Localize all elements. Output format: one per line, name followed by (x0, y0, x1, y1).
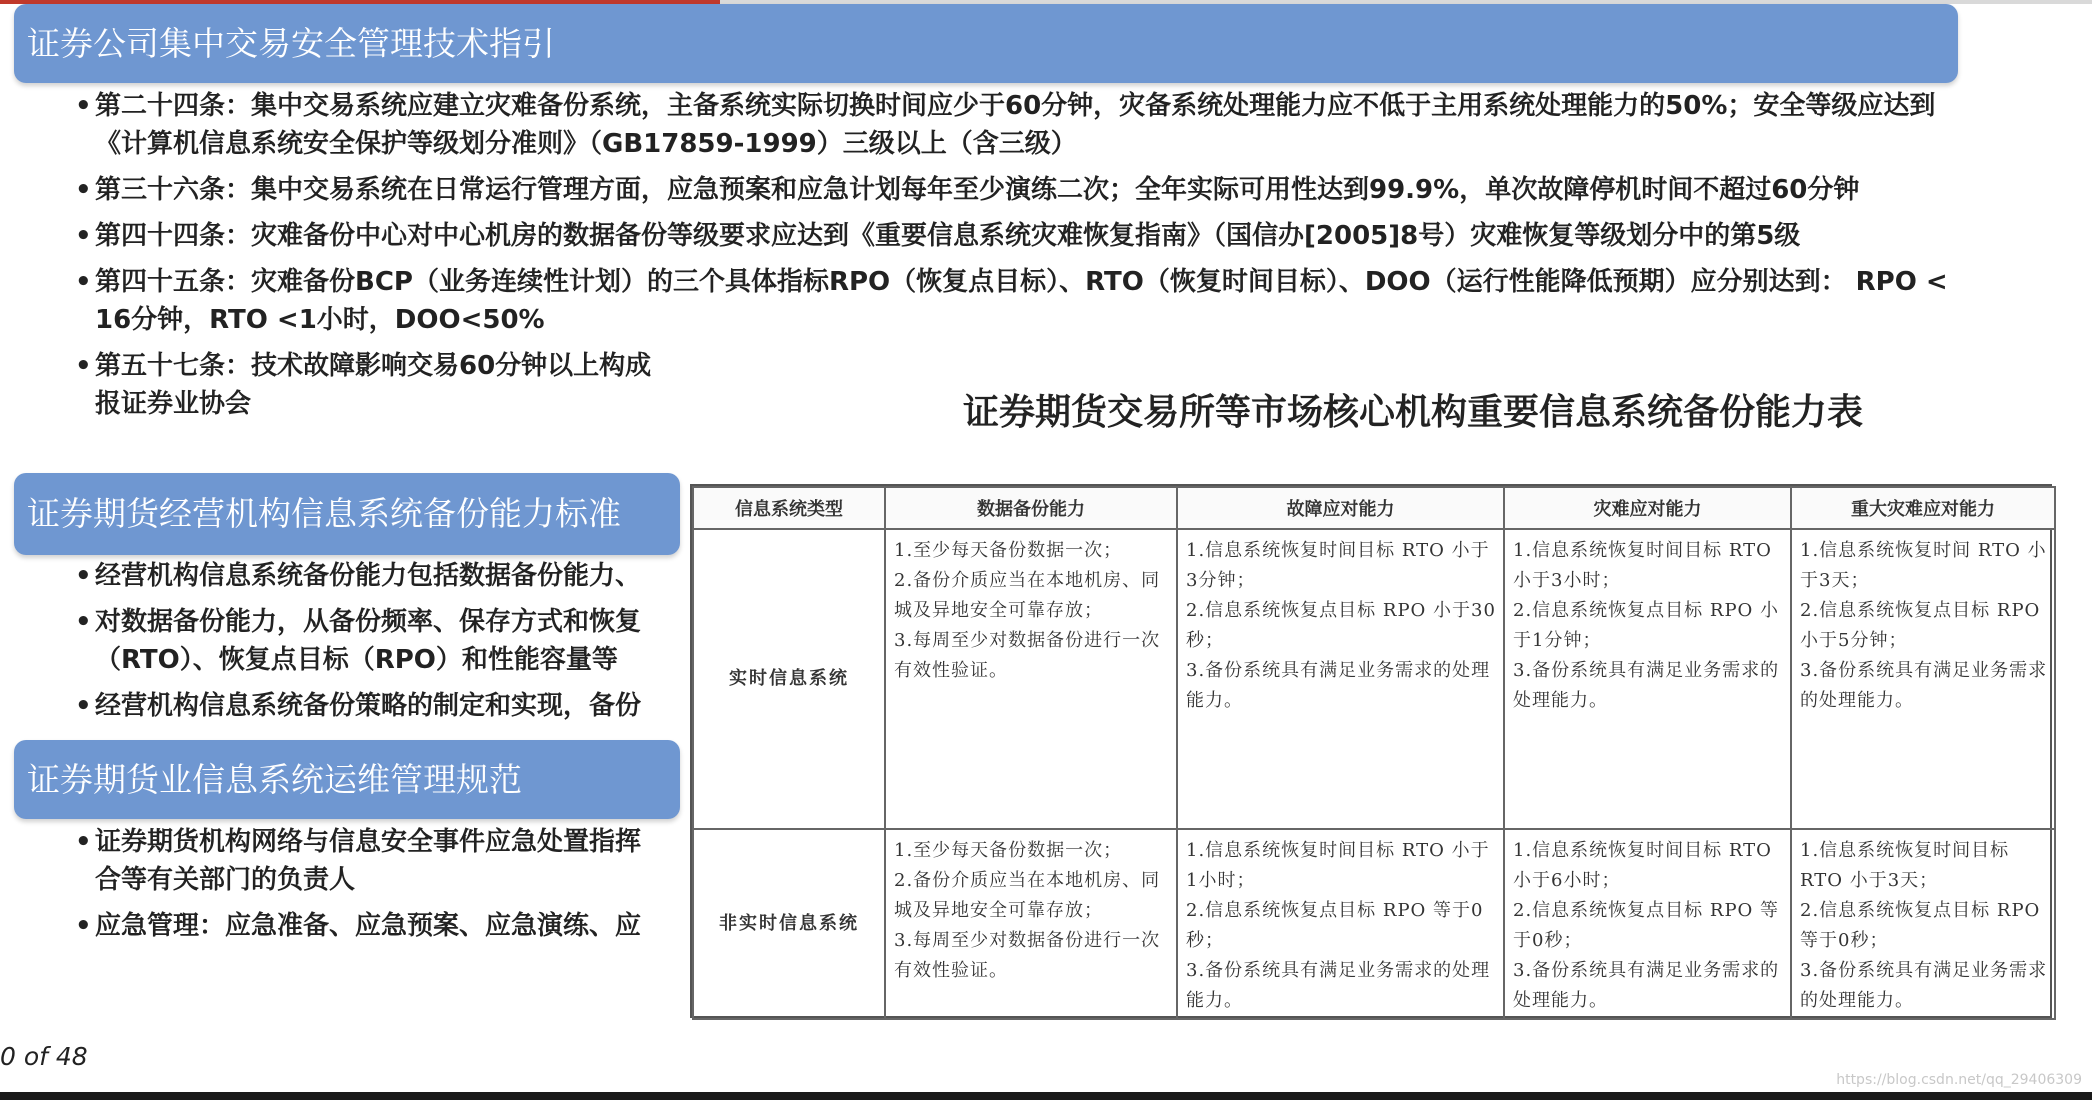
cell-line: 1.信息系统恢复时间目标 RTO 小于3天； (1800, 840, 2010, 891)
watermark-url: https://blog.csdn.net/qq_29406309 (1836, 1072, 2082, 1088)
cell-line: 1.信息系统恢复时间目标 RTO 小于1小时； (1186, 840, 1490, 891)
bullet-emergency-command-line2: 合等有关部门的负责人 (95, 865, 356, 895)
cell-line: 2.信息系统恢复点目标 RPO 小于1分钟； (1513, 600, 1780, 651)
bullet-emergency-command-line1: • 证券期货机构网络与信息安全事件应急处置指挥 (95, 827, 642, 857)
header-major-disaster-response: 重大灾难应对能力 (1791, 487, 2055, 529)
cell-line: 3.每周至少对数据备份进行一次有效性验证。 (894, 930, 1161, 981)
bullet-backup-strategy: • 经营机构信息系统备份策略的制定和实现，备份 (75, 687, 681, 725)
cell-line: 2.备份介质应当在本地机房、同城及异地安全可靠存放； (894, 570, 1161, 621)
header-data-backup: 数据备份能力 (885, 487, 1177, 529)
table-row (693, 829, 2055, 1019)
bullet-article-44: • 第四十四条：灾难备份中心对中心机房的数据备份等级要求应达到《重要信息系统灾难恢复指南》（国信办[2005]8号）灾难恢复等级划分中的第5级 (75, 217, 1955, 255)
bullet-article-24: • 第二十四条：集中交易系统应建立灾难备份系统，主备系统实际切换时间应少于60分钟，灾备系统处理能力应不低于主用系统处理能力的50%；安全等级应达到《计算机信息系统安全保护等级划分准则》（GB17859-1999）三级以上（含三级） (75, 87, 1955, 163)
cell-disaster (1504, 829, 1791, 1019)
cell-line: 3.备份系统具有满足业务需求的处理能力。 (1186, 960, 1491, 1011)
cell-line: 1.至少每天备份数据一次； (894, 540, 1123, 561)
bottom-bar (0, 1092, 2092, 1100)
cell-line: 1.信息系统恢复时间目标 RTO 小于3分钟； (1186, 540, 1490, 591)
cell-data-backup (885, 529, 1177, 829)
cell-line: 2.信息系统恢复点目标 RPO 等于0秒； (1513, 900, 1780, 951)
section-2-bullet-list (75, 557, 681, 733)
row-type-realtime: 实时信息系统 (693, 529, 885, 829)
cell-line: 3.备份系统具有满足业务需求的处理能力。 (1800, 660, 2048, 711)
page-indicator: 0 of 48 (0, 1042, 88, 1071)
cell-line: 2.信息系统恢复点目标 RPO 小于5分钟； (1800, 600, 2041, 651)
cell-major-disaster (1791, 829, 2055, 1019)
bullet-article-57-line1: • 第五十七条：技术故障影响交易60分钟以上构成 (95, 351, 652, 381)
cell-line: 2.信息系统恢复点目标 RPO 等于0秒； (1186, 900, 1484, 951)
bullet-data-backup-line2: （RTO）、恢复点目标（RPO）和性能容量等 (95, 645, 618, 675)
cell-line: 3.每周至少对数据备份进行一次有效性验证。 (894, 630, 1161, 681)
bullet-backup-capability: • 经营机构信息系统备份能力包括数据备份能力、 (75, 557, 681, 595)
backup-capability-table (690, 484, 2052, 1018)
cell-data-backup (885, 829, 1177, 1019)
bullet-article-57 (75, 347, 681, 423)
bullet-article-57-line2: 报证券业协会 (95, 389, 252, 419)
section-title-banner-1: 证券公司集中交易安全管理技术指引 (14, 4, 1958, 83)
header-fault-response: 故障应对能力 (1177, 487, 1504, 529)
cell-line: 2.信息系统恢复点目标 RPO 小于30秒； (1186, 600, 1496, 651)
cell-line: 1.至少每天备份数据一次； (894, 840, 1123, 861)
header-system-type: 信息系统类型 (693, 487, 885, 529)
section-1-bullet-list (75, 87, 1955, 431)
cell-disaster (1504, 529, 1791, 829)
cell-line: 1.信息系统恢复时间 RTO 小于3天； (1800, 540, 2047, 591)
table-title: 证券期货交易所等市场核心机构重要信息系统备份能力表 (962, 391, 1863, 433)
cell-line: 3.备份系统具有满足业务需求的处理能力。 (1800, 960, 2048, 1011)
row-type-non-realtime: 非实时信息系统 (693, 829, 885, 1019)
section-3-bullet-list (75, 823, 681, 953)
bullet-data-backup-line1: • 对数据备份能力，从备份频率、保存方式和恢复 (95, 607, 642, 637)
section-title-banner-3: 证券期货业信息系统运维管理规范 (14, 740, 680, 819)
cell-line: 3.备份系统具有满足业务需求的处理能力。 (1513, 960, 1780, 1011)
table-header-row (693, 487, 2055, 529)
cell-major-disaster (1791, 529, 2055, 829)
cell-line: 1.信息系统恢复时间目标 RTO 小于6小时； (1513, 840, 1772, 891)
bullet-article-45: • 第四十五条：灾难备份BCP（业务连续性计划）的三个具体指标RPO（恢复点目标）、RTO（恢复时间目标）、DOO（运行性能降低预期）应分别达到： RPO < 16分钟，RTO <1小时，DOO<50% (75, 263, 1955, 339)
bullet-emergency-command (75, 823, 681, 899)
bullet-data-backup (75, 603, 681, 679)
cell-fault (1177, 529, 1504, 829)
cell-line: 1.信息系统恢复时间目标 RTO 小于3小时； (1513, 540, 1772, 591)
bullet-emergency-management: • 应急管理：应急准备、应急预案、应急演练、应 (75, 907, 681, 945)
cell-line: 2.信息系统恢复点目标 RPO 等于0秒； (1800, 900, 2041, 951)
bullet-article-36: • 第三十六条：集中交易系统在日常运行管理方面，应急预案和应急计划每年至少演练二次；全年实际可用性达到99.9%，单次故障停机时间不超过60分钟 (75, 171, 1955, 209)
cell-line: 2.备份介质应当在本地机房、同城及异地安全可靠存放； (894, 870, 1161, 921)
section-title-banner-2: 证券期货经营机构信息系统备份能力标准 (14, 473, 680, 555)
cell-line: 3.备份系统具有满足业务需求的处理能力。 (1186, 660, 1491, 711)
header-disaster-response: 灾难应对能力 (1504, 487, 1791, 529)
table-row (693, 529, 2055, 829)
cell-fault (1177, 829, 1504, 1019)
cell-line: 3.备份系统具有满足业务需求的处理能力。 (1513, 660, 1780, 711)
